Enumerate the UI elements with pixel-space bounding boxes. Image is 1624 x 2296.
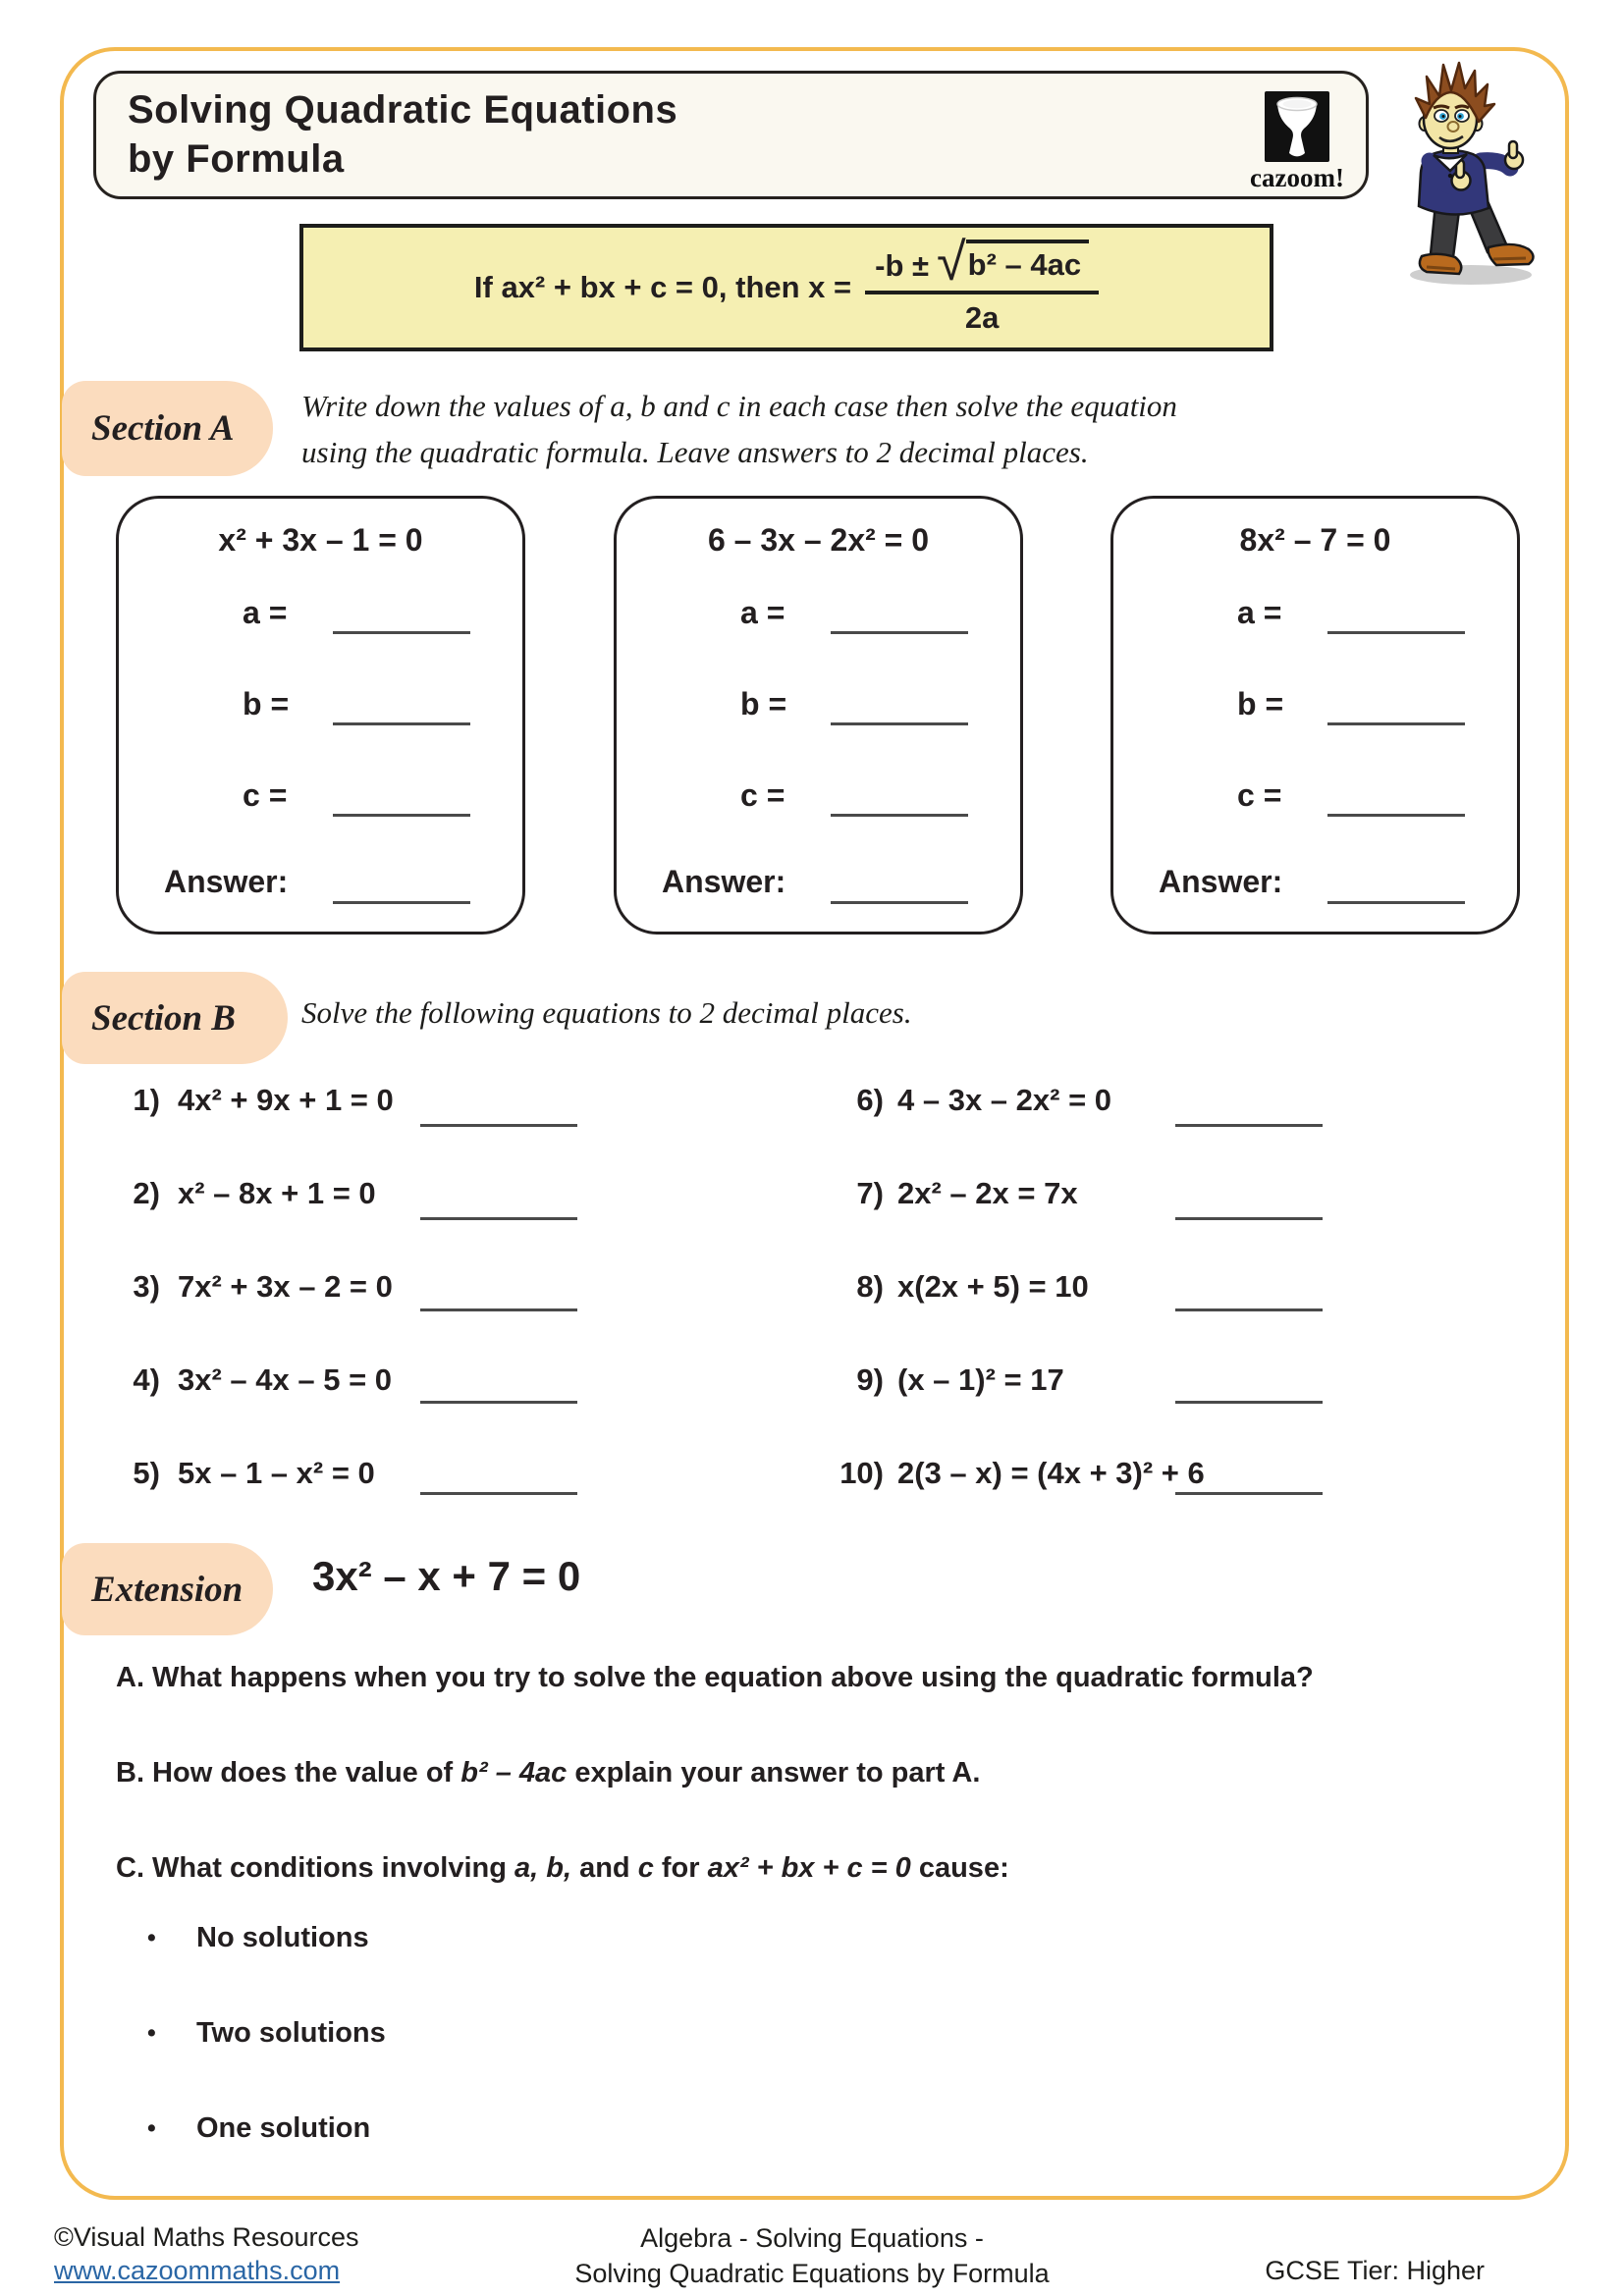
question-number: 9) — [856, 1362, 884, 1397]
question-number: 2) — [133, 1176, 160, 1210]
answer-blank-c[interactable] — [831, 814, 968, 817]
question-number: 5) — [133, 1456, 160, 1490]
bullet-item-one-solution — [147, 2112, 370, 2145]
answer-blank-q9[interactable] — [1175, 1401, 1323, 1404]
question-number: 1) — [133, 1083, 160, 1117]
extension-question-a-text: A. What happens when you try to solve the equation above using the quadratic formula? — [116, 1662, 1314, 1693]
question-number: 4) — [133, 1362, 160, 1397]
section-b-label-text: Section B — [91, 997, 236, 1039]
question-row-8 — [815, 1269, 1089, 1305]
footer-website-link[interactable]: www.cazoommaths.com — [54, 2256, 341, 2285]
title-box — [93, 71, 1369, 199]
question-equation: 5x – 1 – x² = 0 — [178, 1456, 375, 1490]
question-b-post: explain your answer to part A. — [567, 1757, 981, 1789]
question-c-math1: a, b, — [514, 1852, 572, 1884]
question-row-9 — [815, 1362, 1064, 1398]
answer-blank-q10[interactable] — [1175, 1492, 1323, 1495]
field-label-c: c = — [740, 777, 785, 813]
question-equation: (x – 1)² = 17 — [897, 1362, 1064, 1397]
field-label-c: c = — [1237, 777, 1282, 813]
bullet-icon: • — [147, 2114, 156, 2142]
question-row-2 — [106, 1176, 376, 1211]
question-c-pre: C. What conditions involving — [116, 1852, 514, 1884]
page-title-line1: Solving Quadratic Equations — [128, 88, 678, 132]
mascot-boy-illustration — [1394, 57, 1556, 291]
footer-category-line1: Algebra - Solving Equations - — [640, 2223, 984, 2253]
answer-blank-q8[interactable] — [1175, 1308, 1323, 1311]
answer-blank-final[interactable] — [333, 901, 470, 904]
question-c-math2: c — [637, 1852, 654, 1884]
answer-blank-c[interactable] — [333, 814, 470, 817]
question-equation: 3x² – 4x – 5 = 0 — [178, 1362, 393, 1397]
answer-label: Answer: — [1159, 864, 1283, 899]
formula-lhs: If ax² + bx + c = 0, then x = — [473, 270, 852, 304]
bullet-item-no-solutions — [147, 1922, 369, 1954]
answer-blank-final[interactable] — [831, 901, 968, 904]
answer-blank-q3[interactable] — [420, 1308, 577, 1311]
extension-equation: 3x² – x + 7 = 0 — [312, 1553, 581, 1599]
field-label-a: a = — [1237, 595, 1282, 630]
question-c-post: cause: — [910, 1852, 1009, 1884]
page-title-line2: by Formula — [128, 137, 345, 181]
field-label-c: c = — [243, 777, 288, 813]
extension-label-text: Extension — [91, 1569, 244, 1610]
answer-label: Answer: — [662, 864, 786, 899]
quadratic-formula-fraction — [865, 233, 1099, 335]
section-a-instruction-line1: Write down the values of a, b and c in each case then solve the equation — [301, 389, 1177, 423]
section-b-instruction — [301, 989, 1381, 1036]
question-number: 10) — [839, 1456, 884, 1490]
field-label-b: b = — [243, 686, 290, 721]
section-a-label — [62, 381, 273, 476]
problem-box-3 — [1110, 496, 1520, 934]
footer-tier — [1218, 2256, 1485, 2286]
answer-blank-b[interactable] — [1327, 722, 1465, 725]
problem-box-2 — [614, 496, 1023, 934]
drum-icon — [1265, 91, 1329, 162]
question-equation: 2(3 – x) = (4x + 3)² + 6 — [897, 1456, 1205, 1490]
answer-blank-b[interactable] — [831, 722, 968, 725]
question-row-5 — [106, 1456, 375, 1491]
page-title — [128, 85, 677, 184]
question-number: 7) — [856, 1176, 884, 1210]
question-equation: x(2x + 5) = 10 — [897, 1269, 1089, 1304]
question-equation: x² – 8x + 1 = 0 — [178, 1176, 376, 1210]
footer-left — [54, 2220, 359, 2287]
question-row-3 — [106, 1269, 393, 1305]
section-a-label-text: Section A — [91, 408, 235, 449]
extension-question-b — [116, 1757, 980, 1789]
numerator-prefix: -b ± — [875, 247, 930, 283]
question-c-mid1: and — [571, 1852, 638, 1884]
answer-label: Answer: — [164, 864, 289, 899]
problem-equation: x² + 3x – 1 = 0 — [218, 522, 423, 558]
answer-blank-q6[interactable] — [1175, 1124, 1323, 1127]
question-row-1 — [106, 1083, 394, 1118]
answer-blank-final[interactable] — [1327, 901, 1465, 904]
question-number: 6) — [856, 1083, 884, 1117]
footer-category — [395, 2220, 1229, 2291]
footer-category-line2: Solving Quadratic Equations by Formula — [574, 2259, 1050, 2288]
question-row-6 — [815, 1083, 1111, 1118]
extension-label — [62, 1543, 273, 1635]
field-label-a: a = — [243, 595, 288, 630]
radical-sign-icon: √ — [937, 233, 966, 293]
question-number: 3) — [133, 1269, 160, 1304]
cazoom-logo — [1223, 91, 1371, 193]
problem-box-1 — [116, 496, 525, 934]
radicand: b² – 4ac — [966, 240, 1089, 283]
answer-blank-q7[interactable] — [1175, 1217, 1323, 1220]
question-row-10 — [815, 1456, 1205, 1491]
question-b-pre: B. How does the value of — [116, 1757, 461, 1789]
bullet-label: No solutions — [196, 1922, 369, 1953]
formula-box — [299, 224, 1273, 351]
problem-equation: 8x² – 7 = 0 — [1239, 522, 1391, 558]
bullet-icon: • — [147, 1924, 156, 1951]
field-label-b: b = — [740, 686, 787, 721]
answer-blank-b[interactable] — [333, 722, 470, 725]
footer-copyright: ©Visual Maths Resources — [54, 2222, 359, 2252]
bullet-item-two-solutions — [147, 2017, 386, 2050]
bullet-icon: • — [147, 2019, 156, 2047]
question-equation: 7x² + 3x – 2 = 0 — [178, 1269, 393, 1304]
question-c-mid2: for — [653, 1852, 708, 1884]
denominator: 2a — [964, 299, 1000, 335]
answer-blank-a[interactable] — [1327, 631, 1465, 634]
field-label-b: b = — [1237, 686, 1284, 721]
question-equation: 2x² – 2x = 7x — [897, 1176, 1078, 1210]
answer-blank-q2[interactable] — [420, 1217, 577, 1220]
answer-blank-q1[interactable] — [420, 1124, 577, 1127]
field-label-a: a = — [740, 595, 785, 630]
question-equation: 4 – 3x – 2x² = 0 — [897, 1083, 1112, 1117]
question-b-math: b² – 4ac — [460, 1757, 568, 1789]
footer-tier-text: GCSE Tier: Higher — [1265, 2256, 1485, 2285]
section-b-instruction-text: Solve the following equations to 2 decimal places. — [301, 995, 912, 1030]
answer-blank-q4[interactable] — [420, 1401, 577, 1404]
question-row-7 — [815, 1176, 1078, 1211]
section-b-label — [62, 972, 288, 1064]
section-a-instruction — [301, 383, 1421, 475]
extension-question-c — [116, 1852, 1009, 1885]
question-number: 8) — [856, 1269, 884, 1304]
answer-blank-a[interactable] — [831, 631, 968, 634]
answer-blank-q5[interactable] — [420, 1492, 577, 1495]
bullet-label: Two solutions — [196, 2017, 386, 2049]
question-row-4 — [106, 1362, 392, 1398]
extension-question-a — [116, 1662, 1314, 1694]
problem-equation: 6 – 3x – 2x² = 0 — [707, 522, 930, 558]
answer-blank-a[interactable] — [333, 631, 470, 634]
logo-text: cazoom! — [1250, 163, 1344, 192]
bullet-label: One solution — [196, 2112, 371, 2144]
question-equation: 4x² + 9x + 1 = 0 — [178, 1083, 394, 1117]
answer-blank-c[interactable] — [1327, 814, 1465, 817]
question-c-math3: ax² + bx + c = 0 — [707, 1852, 911, 1884]
section-a-instruction-line2: using the quadratic formula. Leave answers to 2 decimal places. — [301, 435, 1089, 469]
